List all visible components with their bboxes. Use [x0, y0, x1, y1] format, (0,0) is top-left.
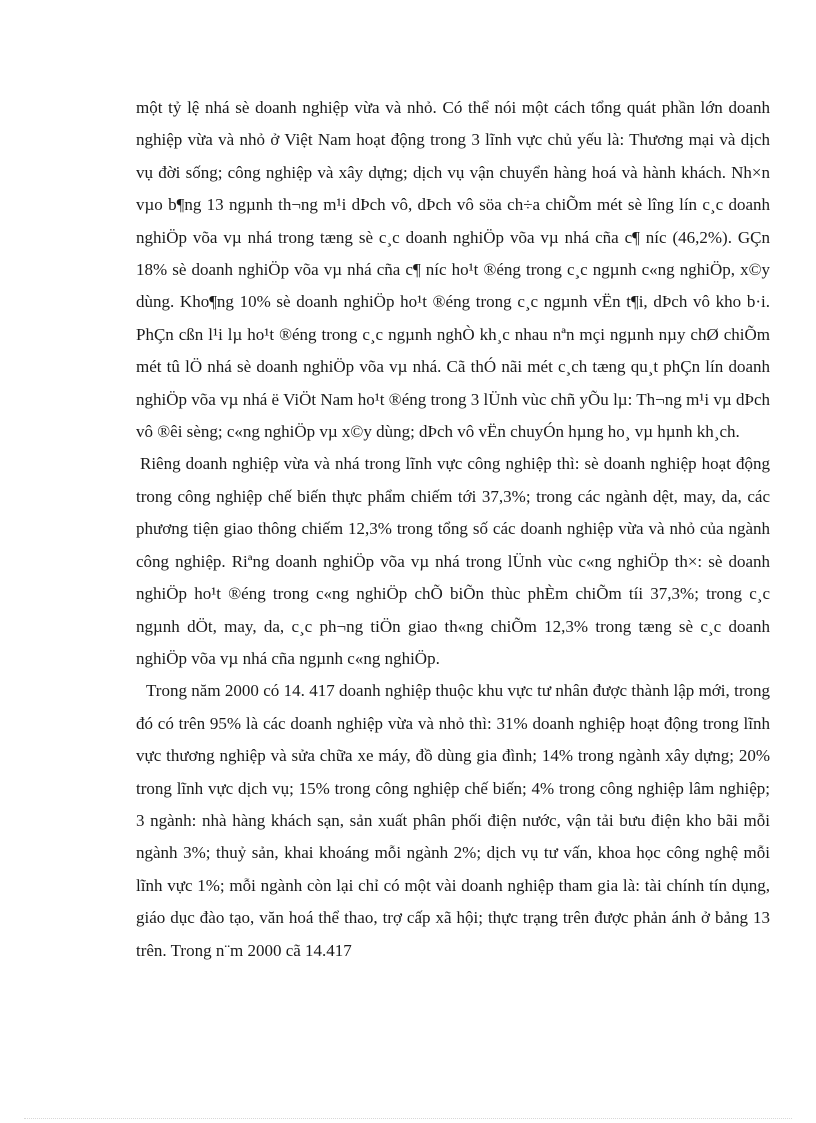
- paragraph-2: Riêng doanh nghiệp vừa và nhá trong lĩnh vực công nghiệp thì: sè doanh nghiệp hoạt động trong công nghiệp chế biến thực phẩm chiếm tới 37,3%; trong các ngành dệt, may, da, các phương tiện giao thông chiếm 12,3% trong tổng số các doanh nghiệp vừa và nhỏ của ngành công nghiệp. Riªng doanh nghiÖp võa vµ nhá trong lÜnh vùc c«ng nghiÖp th×: sè doanh nghiÖp ho¹t ®éng trong c«ng nghiÖp chÕ biÕn thùc phÈm chiÕm tíi 37,3%; trong c¸c ngµnh dÖt, may, da, c¸c ph¬ng tiÖn giao th«ng chiÕm 12,3% trong tæng sè c¸c doanh nghiÖp võa vµ nhá cña ngµnh c«ng nghiÖp.: [136, 454, 770, 668]
- paragraph-3: Trong năm 2000 có 14. 417 doanh nghiệp thuộc khu vực tư nhân được thành lập mới, trong đó có trên 95% là các doanh nghiệp vừa và nhỏ thì: 31% doanh nghiệp hoạt động trong lĩnh vực thương nghiệp và sửa chữa xe máy, đồ dùng gia đình; 14% trong ngành xây dựng; 20% trong lĩnh vực dịch vụ; 15% trong công nghiệp chế biến; 4% trong công nghiệp lâm nghiệp; 3 ngành: nhà hàng khách sạn, sản xuất phân phối điện nước, vận tải bưu điện kho bãi mỗi ngành 3%; thuỷ sản, khai khoáng mỗi ngành 2%; dịch vụ tư vấn, khoa học công nghệ mỗi lĩnh vực 1%; mỗi ngành còn lại chỉ có một vài doanh nghiệp tham gia là: tài chính tín dụng, giáo dục đào tạo, văn hoá thể thao, trợ cấp xã hội; thực trạng trên được phản ánh ở bảng 13 trên. Trong n¨m 2000 cã 14.417: [136, 681, 770, 960]
- page-bottom-divider: [24, 1118, 792, 1119]
- paragraph-1: một tỷ lệ nhá sè doanh nghiệp vừa và nhỏ. Có thể nói một cách tổng quát phần lớn doanh nghiệp vừa và nhỏ ở Việt Nam hoạt động trong 3 lĩnh vực chủ yếu là: Thương mại và dịch vụ đời sống; công nghiệp và xây dựng; dịch vụ vận chuyển hàng hoá và hành khách. Nh×n vµo b¶ng 13 ngµnh th¬ng m¹i dÞch vô, dÞch vô söa ch÷a chiÕm mét sè lîng lín c¸c doanh nghiÖp võa vµ nhá trong tæng sè c¸c doanh nghiÖp võa vµ nhá cña c¶ níc (46,2%). GÇn 18% sè doanh nghiÖp võa vµ nhá cña c¶ níc ho¹t ®éng trong c¸c ngµnh c«ng nghiÖp, x©y dùng. Kho¶ng 10% sè doanh nghiÖp ho¹t ®éng trong c¸c ngµnh vËn t¶i, dÞch vô kho b·i. PhÇn cßn l¹i lµ ho¹t ®éng trong c¸c ngµnh nghÒ kh¸c nhau nªn mçi ngµnh nµy chØ chiÕm mét tû lÖ nhá sè doanh nghiÖp võa vµ nhá. Cã thÓ nãi mét c¸ch tæng qu¸t phÇn lín doanh nghiÖp võa vµ nhá ë ViÖt Nam ho¹t ®éng trong 3 lÜnh vùc chñ yÕu lµ: Th¬ng m¹i vµ dÞch vô ®êi sèng; c«ng nghiÖp vµ x©y dùng; dÞch vô vËn chuyÓn hµng ho¸ vµ hµnh kh¸ch.: [136, 98, 770, 442]
- document-body: [136, 92, 770, 967]
